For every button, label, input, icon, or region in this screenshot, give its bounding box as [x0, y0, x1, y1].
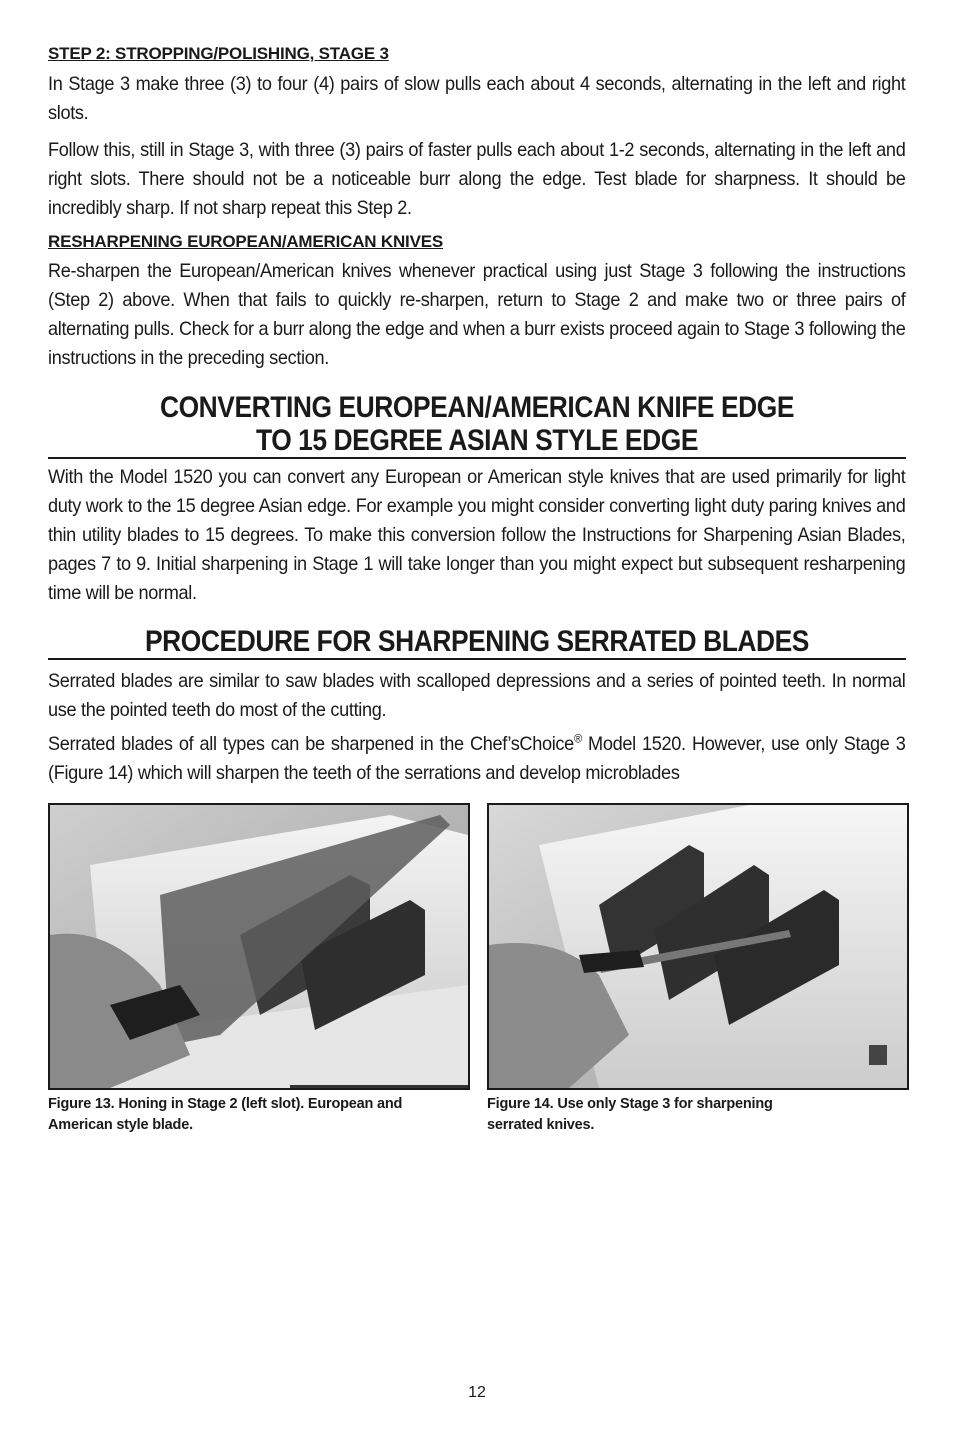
- page-number: 12: [468, 1384, 486, 1401]
- figure-14-caption-line1: Figure 14. Use only Stage 3 for sharpening: [487, 1096, 773, 1112]
- step2-paragraph-1: In Stage 3 make three (3) to four (4) pairs of slow pulls each about 4 seconds, alternating in the left and right slots.: [48, 73, 906, 124]
- figure-13-illustration: [50, 805, 468, 1088]
- converting-heading: [48, 391, 906, 459]
- converting-heading-line1: CONVERTING EUROPEAN/AMERICAN KNIFE EDGE: [159, 391, 795, 424]
- serrated-heading: [48, 625, 906, 660]
- figure-13-photo: [48, 803, 470, 1090]
- converting-heading-line2: TO 15 DEGREE ASIAN STYLE EDGE: [255, 424, 699, 457]
- registered-mark: ®: [573, 731, 582, 746]
- figure-14-illustration: [489, 805, 907, 1088]
- serrated-paragraph-2: [48, 730, 905, 788]
- serrated-paragraph-1: Serrated blades are similar to saw blades with scalloped depressions and a series of pointed teeth. In normal use the pointed teeth do most of the cutting.: [48, 670, 906, 721]
- figure-14-photo: [487, 803, 909, 1090]
- serrated-paragraph-2-end: Model 1520. However, use only Stage 3 (Figure 14) which will sharpen the teeth of the serrations and develop microblades: [48, 733, 906, 784]
- figure-14-caption: [487, 1094, 773, 1136]
- resharpening-heading: RESHARPENING EUROPEAN/AMERICAN KNIVES: [48, 232, 443, 251]
- step2-heading: STEP 2: STROPPING/POLISHING, STAGE 3: [48, 44, 389, 63]
- figure-13-caption: [48, 1094, 402, 1136]
- figure-13-caption-line1: Figure 13. Honing in Stage 2 (left slot). European and: [48, 1096, 403, 1112]
- step2-paragraph-2: Follow this, still in Stage 3, with three (3) pairs of faster pulls each about 1-2 seconds, alternating in the left and right slots. There should not be a noticeable burr along the edge. Test blade for sharpness. It should be incredibly sharp. If not sharp repeat this Step 2.: [48, 139, 906, 219]
- serrated-heading-text: PROCEDURE FOR SHARPENING SERRATED BLADES: [145, 625, 809, 658]
- serrated-paragraph-2-start: Serrated blades of all types can be sharpened in the Chef’sChoice: [48, 733, 574, 755]
- figure-14-caption-line2: serrated knives.: [487, 1117, 595, 1133]
- resharpening-paragraph: Re-sharpen the European/American knives whenever practical using just Stage 3 following the instructions (Step 2) above. When that fails to quickly re-sharpen, return to Stage 2 and make two or three pairs of alternating pulls. Check for a burr along the edge and when a burr exists proceed again to Stage 3 following the instructions in the preceding section.: [48, 260, 906, 369]
- figure-13-caption-line2: American style blade.: [48, 1117, 193, 1133]
- converting-paragraph: With the Model 1520 you can convert any European or American style knives that are used primarily for light duty work to the 15 degree Asian edge. For example you might consider converting light duty paring knives and thin utility blades to 15 degrees. To make this conversion follow the Instructions for Sharpening Asian Blades, pages 7 to 9. Initial sharpening in Stage 1 will take longer than you might expect but subsequent resharpening time will be normal.: [48, 466, 906, 604]
